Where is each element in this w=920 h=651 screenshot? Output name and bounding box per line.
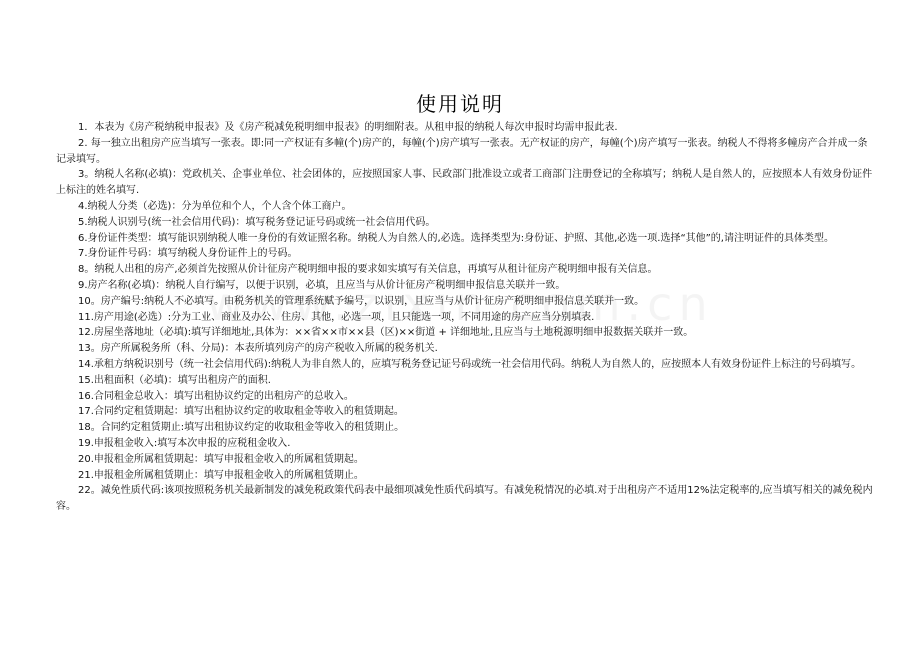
instruction-item: 14.承租方纳税识别号（统一社会信用代码):纳税人为非自然人的，应填写税务登记证号码或统一社会信用代码。纳税人为自然人的，应按照本人有效身份证件上标注的号码填写。 [78, 358, 862, 370]
instruction-item: 22。减免性质代码:该项按照税务机关最新制发的减免税政策代码表中最细项减免性质代码填写。有减免税情况的必填.对于出租房产不适用12%法定税率的,应当填写相关的减免税内容。 [56, 485, 873, 513]
instruction-item: 19.申报租金收入:填写本次申报的应税租金收入. [78, 437, 291, 449]
instruction-item: 5.纳税人识别号(统一社会信用代码)：填写税务登记证号码或统一社会信用代码。 [78, 216, 436, 228]
instruction-item: 16.合同租金总收入：填写出租协议约定的出租房产的总收入。 [78, 390, 354, 402]
instruction-item: 10。房产编号:纳税人不必填写。由税务机关的管理系统赋予编号，以识别，且应当与从价计征房产税明细申报信息关联并一致。 [78, 295, 645, 307]
instruction-item: 4.纳税人分类（必选)：分为单位和个人，个人含个体工商户。 [78, 200, 352, 212]
instruction-item: 3。纳税人名称(必填)：党政机关、企事业单位、社会团体的，应按照国家人事、民政部门批准设立或者工商部门注册登记的全称填写；纳税人是自然人的，应按照本人有效身份证件上标注的姓名填写. [56, 169, 873, 197]
instruction-item: 7.身份证件号码：填写纳税人身份证件上的号码。 [78, 248, 298, 260]
instruction-item: 2. 每一独立出租房产应当填写一张表。即:同一产权证有多幢(个)房产的，每幢(个)房产填写一张表。无产权证的房产，每幢(个)房产填写一张表。纳税人不得将多幢房产合并成一条记录填写。 [56, 137, 868, 165]
instruction-item: 12.房屋坐落地址（必填):填写详细地址,具体为：××省××市××县（区)××街道 + 详细地址,且应当与土地税源明细申报数据关联并一致。 [78, 327, 694, 339]
instruction-list [56, 120, 876, 515]
instruction-item: 18。合同约定租赁期止:填写出租协议约定的收取租金等收入的租赁期止。 [78, 422, 405, 434]
instruction-item: 17.合同约定租赁期起：填写出租协议约定的收取租金等收入的租赁期起。 [78, 406, 404, 418]
instruction-item: 1．本表为《房产税纳税申报表》及《房产税减免税明细申报表》的明细附表。从租申报的纳税人每次申报时均需申报此表. [78, 122, 618, 133]
instruction-item: 6.身份证件类型：填写能识别纳税人唯一身份的有效证照名称。纳税人为自然人的,必选。选择类型为:身份证、护照、其他,必选一项.选择“其他”的,请注明证件的具体类型。 [78, 232, 834, 244]
instruction-item: 9.房产名称(必填)：纳税人自行编写，以便于识别，必填，且应当与从价计征房产税明细申报信息关联并一致。 [78, 279, 566, 291]
instruction-item: 11.房产用途(必选）:分为工业、商业及办公、住房、其他，必选一项，且只能选一项，不同用途的房产应当分别填表. [78, 311, 595, 323]
instruction-item: 15.出租面积（必填)：填写出租房产的面积. [78, 374, 271, 386]
instruction-item: 13。房产所属税务所（科、分局)：本表所填列房产的房产税收入所属的税务机关. [78, 343, 438, 355]
page-title: 使用说明 [416, 92, 504, 116]
instruction-item: 21.申报租金所属租赁期止：填写申报租金收入的所属租赁期止。 [78, 469, 364, 481]
instruction-item: 20.申报租金所属租赁期起：填写申报租金收入的所属租赁期起。 [78, 453, 364, 465]
instruction-item: 8。纳税人出租的房产,必须首先按照从价计征房产税明细申报的要求如实填写有关信息，再填写从租计征房产税明细申报有关信息。 [78, 264, 658, 276]
